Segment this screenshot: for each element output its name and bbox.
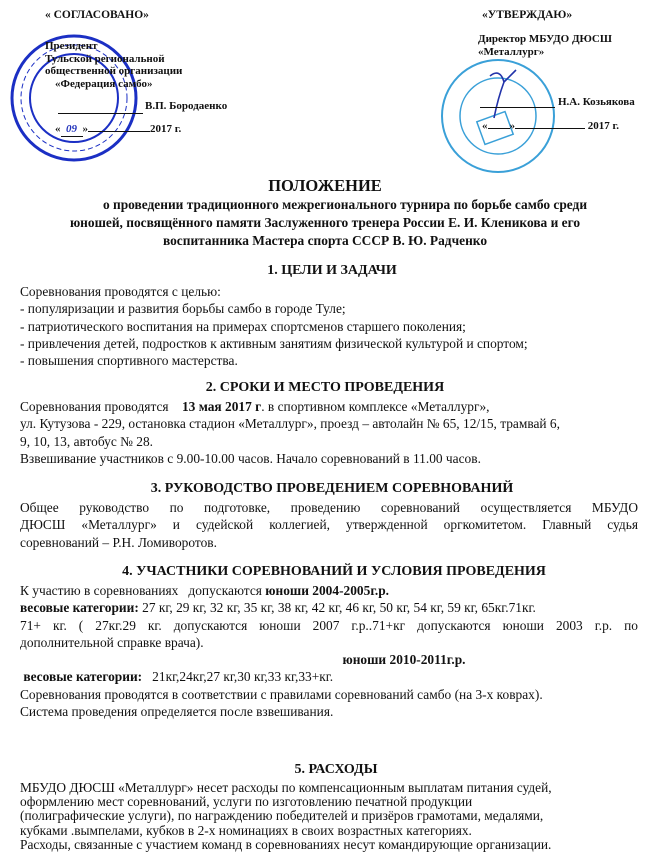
text-line: Расходы, связанные с участием команд в соревнованиях несут командирующие организации. bbox=[20, 836, 552, 852]
section-heading: 4. УЧАСТНИКИ СОРЕВНОВАНИЙ И УСЛОВИЯ ПРОВЕДЕНИЯ bbox=[122, 564, 546, 579]
approval-left-heading: « СОГЛАСОВАНО» bbox=[45, 9, 149, 21]
position-line: Директор МБУДО ДЮСШ bbox=[478, 33, 612, 45]
approval-right-position bbox=[478, 33, 612, 58]
weight-categories: 27 кг, 29 кг, 32 кг, 35 кг, 38 кг, 42 кг, 46 кг, 50 кг, 54 кг, 59 кг, 65кг.71кг. bbox=[138, 600, 536, 616]
section-5-body bbox=[20, 781, 645, 852]
position-line: «Металлург» bbox=[478, 45, 545, 58]
document-title: ПОЛОЖЕНИЕ bbox=[268, 176, 382, 195]
text-line: Соревнования проводятся с целью: bbox=[20, 284, 221, 299]
weight-label: весовые категории: bbox=[20, 600, 139, 616]
date-day: 09 bbox=[61, 123, 83, 137]
subtitle-line: воспитанника Мастера спорта СССР В. Ю. Радченко bbox=[162, 233, 488, 248]
signer-left: В.П. Бородаенко bbox=[145, 100, 228, 112]
position-line: Тульской региональной bbox=[45, 52, 165, 65]
text-line: 71+ кг. ( 27кг.29 кг. допускаются юноши 2007 г.р..71+кг допускаются юноши 2003 г.р. по bbox=[20, 617, 638, 633]
text-line: МБУДО ДЮСШ «Металлург» несет расходы по компенсационным выплатам питания судей, bbox=[20, 780, 552, 795]
age-group: юноши 2010-2011г.р. bbox=[342, 652, 466, 668]
text-run: Соревнования проводятся bbox=[20, 399, 182, 414]
date-quote: » bbox=[509, 120, 515, 132]
text-line bbox=[20, 599, 638, 616]
section-4-body bbox=[20, 582, 638, 720]
section-3-body bbox=[20, 499, 638, 551]
text-line: - привлечения детей, подростков к активным занятиям физической культурой и спортом; bbox=[20, 335, 528, 351]
subtitle-line: о проведении традиционного межрегионального турнира по борьбе самбо среди bbox=[102, 197, 588, 212]
position-line: Президент bbox=[45, 40, 98, 52]
text-line bbox=[20, 582, 638, 599]
signer-right: Н.А. Козьякова bbox=[558, 96, 635, 108]
text-line: (полиграфические услуги), по награждению победителей и призёров грамотами, медалями, bbox=[20, 808, 544, 824]
text-line bbox=[20, 398, 638, 415]
approval-right-heading: «УТВЕРЖДАЮ» bbox=[482, 9, 573, 21]
date-quote: « bbox=[55, 123, 61, 135]
text-line: - повышения спортивного мастерства. bbox=[20, 353, 238, 369]
signature-line-right bbox=[480, 107, 555, 108]
date-year: 2017 г. bbox=[150, 123, 182, 135]
section-heading: 1. ЦЕЛИ И ЗАДАЧИ bbox=[267, 263, 397, 278]
text-run: К участию в соревнованиях допускаются bbox=[20, 583, 266, 598]
position-line: общественной организации bbox=[45, 65, 183, 77]
text-line: ул. Кутузова - 229, остановка стадион «Металлург», проезд – автолайн № 65, 12/15, трамвай 6, bbox=[20, 416, 560, 432]
date-year: 2017 г. bbox=[587, 120, 620, 132]
weight-label: весовые категории: bbox=[20, 669, 143, 685]
section-heading: 3. РУКОВОДСТВО ПРОВЕДЕНИЕМ СОРЕВНОВАНИЙ bbox=[150, 481, 514, 496]
date-left bbox=[55, 123, 245, 137]
text-line: - популяризации и развития борьбы самбо в городе Туле; bbox=[20, 301, 346, 317]
signature-line-left bbox=[58, 113, 143, 114]
text-run: . в спортивном комплексе «Металлург», bbox=[261, 399, 490, 414]
section-1-body bbox=[20, 283, 528, 369]
position-line: «Федерация самбо» bbox=[55, 77, 153, 90]
section-2-body bbox=[20, 398, 638, 467]
text-line: 9, 10, 13, автобус № 28. bbox=[20, 433, 154, 449]
text-line: соревнований – Р.Н. Ломиворотов. bbox=[20, 534, 217, 550]
date-quote: » bbox=[82, 123, 88, 135]
text-line: оформлению мест соревнований, услуги по изготовлению печатной продукции bbox=[20, 794, 473, 810]
text-line: ДЮСШ «Металлург» и судейской коллегией, утвержденной оргкомитетом. Главный судья bbox=[20, 517, 638, 533]
text-line: Система проведения определяется после взвешивания. bbox=[20, 704, 334, 720]
age-group: юноши 2004-2005г.р. bbox=[265, 583, 390, 598]
section-heading: 5. РАСХОДЫ bbox=[294, 762, 378, 777]
text-line: кубками .вымпелами, кубков в 2-х номинациях в своих возрастных категориях. bbox=[20, 822, 472, 838]
text-line: Общее руководство по подготовке, проведению соревнований осуществляется МБУДО bbox=[20, 500, 638, 515]
school-stamp bbox=[438, 56, 558, 176]
text-line: дополнительной справке врача). bbox=[20, 634, 204, 650]
document-subtitle bbox=[0, 196, 650, 250]
event-date: 13 мая 2017 г bbox=[181, 399, 262, 414]
approval-left-position bbox=[45, 40, 182, 90]
text-line: - патриотического воспитания на примерах спортсменов старшего поколения; bbox=[20, 318, 466, 334]
section-heading: 2. СРОКИ И МЕСТО ПРОВЕДЕНИЯ bbox=[205, 380, 445, 395]
date-right bbox=[482, 120, 650, 133]
text-line: Взвешивание участников с 9.00-10.00 часов. Начало соревнований в 11.00 часов. bbox=[20, 450, 481, 466]
text-line bbox=[20, 668, 638, 685]
subtitle-line: юношей, посвящённого памяти Заслуженного тренера России Е. И. Кленикова и его bbox=[69, 215, 581, 230]
text-line: Соревнования проводятся в соответствии с правилами соревнований самбо (на 3-х коврах). bbox=[20, 686, 543, 702]
date-quote: « bbox=[482, 120, 488, 132]
weight-categories: 21кг,24кг,27 кг,30 кг,33 кг,33+кг. bbox=[142, 669, 334, 685]
